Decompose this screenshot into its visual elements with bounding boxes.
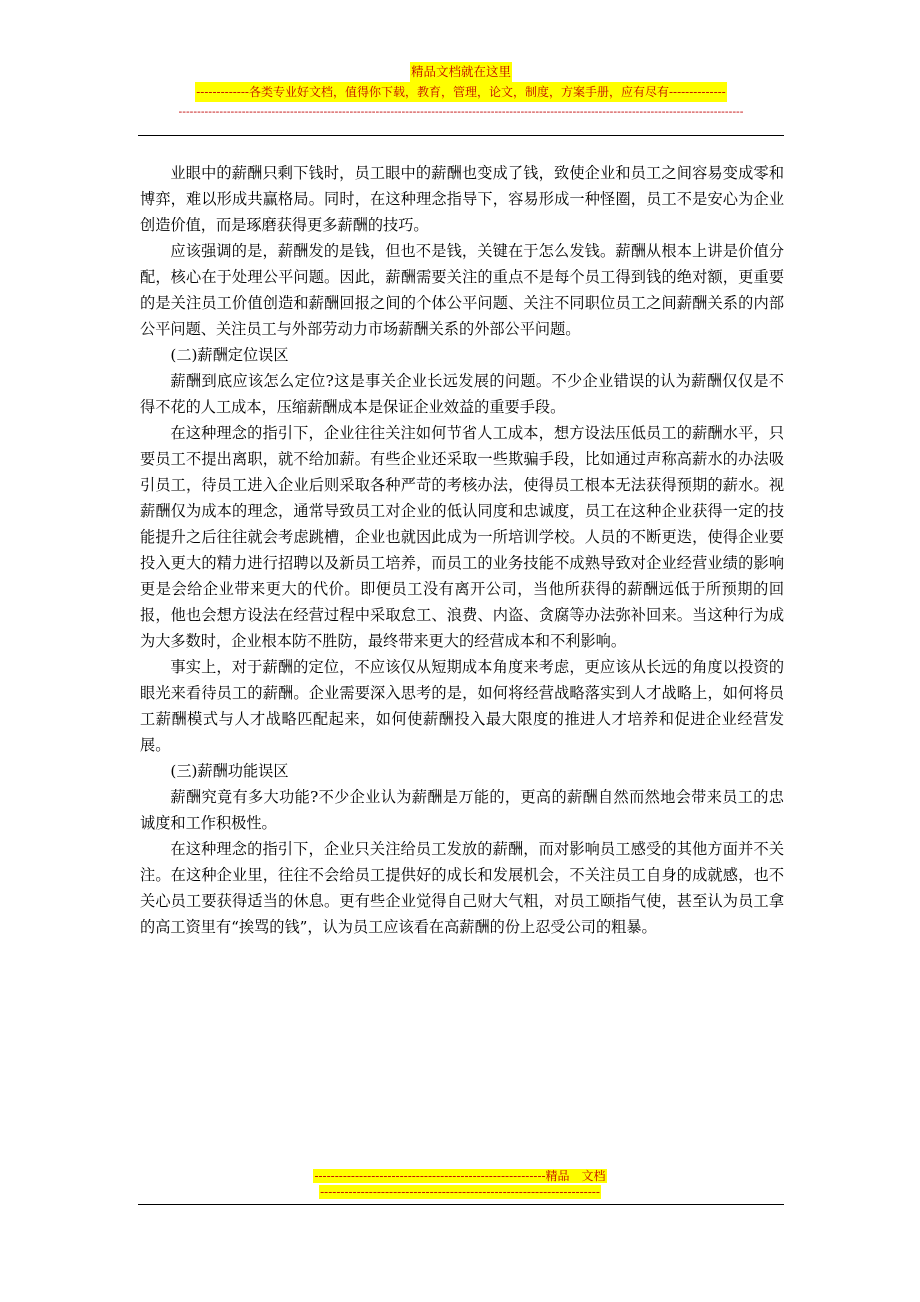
header-subtitle: -------------各类专业好文档，值得你下载，教育，管理，论文，制度，方案手册，应有尽有--------------	[195, 82, 726, 102]
paragraph-4: 在这种理念的指引下，企业往往关注如何节省人工成本，想方设法压低员工的薪酬水平，只要员工不提出离职，就不给加薪。有些企业还采取一些欺骗手段，比如通过声称高薪水的办法吸引员工，待员工进入企业后则采取各种严苛的考核办法，使得员工根本无法获得预期的薪水。视薪酬仅为成本的理念，通常导致员工对企业的低认同度和忠诚度，员工在这种企业获得一定的技能提升之后往往就会考虑跳槽，企业也就因此成为一所培训学校。人员的不断更迭，使得企业要投入更大的精力进行招聘以及新员工培养，而员工的业务技能不成熟导致对企业经营业绩的影响更是会给企业带来更大的代价。即便员工没有离开公司，当他所获得的薪酬远低于所预期的回报，他也会想方设法在经营过程中采取怠工、浪费、内盗、贪腐等办法弥补回来。当这种行为成为大多数时，企业根本防不胜防，最终带来更大的经营成本和不利影响。	[140, 424, 784, 650]
footer-line-1: ---------------------------------------------------------精品 文档	[314, 1169, 606, 1183]
header-dash-line: --------------------------------------------------------------------------------------------------------------------------------------------------------	[178, 105, 744, 118]
header-title: 精品文档就在这里	[410, 62, 512, 82]
page-footer	[292, 1168, 628, 1200]
page-header	[138, 62, 784, 119]
header-divider	[138, 135, 784, 136]
paragraph-5: 事实上，对于薪酬的定位，不应该仅从短期成本角度来考虑，更应该从长远的角度以投资的眼光来看待员工的薪酬。企业需要深入思考的是，如何将经营战略落实到人才战略上，如何将员工薪酬模式与人才战略匹配起来，如何使薪酬投入最大限度的推进人才培养和促进企业经营发展。	[140, 658, 784, 754]
paragraph-7: 在这种理念的指引下，企业只关注给员工发放的薪酬，而对影响员工感受的其他方面并不关注。在这种企业里，往往不会给员工提供好的成长和发展机会，不关注员工自身的成就感，也不关心员工要获得适当的休息。更有些企业觉得自己财大气粗，对员工颐指气使，甚至认为员工拿的高工资里有“挨骂的钱”，认为员工应该看在高薪酬的份上忍受公司的粗暴。	[140, 840, 784, 936]
paragraph-1: 业眼中的薪酬只剩下钱时，员工眼中的薪酬也变成了钱，致使企业和员工之间容易变成零和博弈，难以形成共赢格局。同时，在这种理念指导下，容易形成一种怪圈，员工不是安心为企业创造价值，而是琢磨获得更多薪酬的技巧。	[140, 164, 784, 234]
section-heading-3: (三)薪酬功能误区	[170, 762, 289, 780]
footer-line-2: ---------------------------------------------------------------------	[320, 1185, 600, 1199]
paragraph-3: 薪酬到底应该怎么定位?这是事关企业长远发展的问题。不少企业错误的认为薪酬仅仅是不得不花的人工成本，压缩薪酬成本是保证企业效益的重要手段。	[140, 372, 784, 416]
document-body	[140, 160, 784, 940]
paragraph-2: 应该强调的是，薪酬发的是钱，但也不是钱，关键在于怎么发钱。薪酬从根本上讲是价值分配，核心在于处理公平问题。因此，薪酬需要关注的重点不是每个员工得到钱的绝对额，更重要的是关注员工价值创造和薪酬回报之间的个体公平问题、关注不同职位员工之间薪酬关系的内部公平问题、关注员工与外部劳动力市场薪酬关系的外部公平问题。	[140, 242, 784, 338]
paragraph-6: 薪酬究竟有多大功能?不少企业认为薪酬是万能的，更高的薪酬自然而然地会带来员工的忠诚度和工作积极性。	[140, 788, 784, 832]
footer-divider	[138, 1204, 784, 1205]
section-heading-2: (二)薪酬定位误区	[170, 346, 289, 364]
